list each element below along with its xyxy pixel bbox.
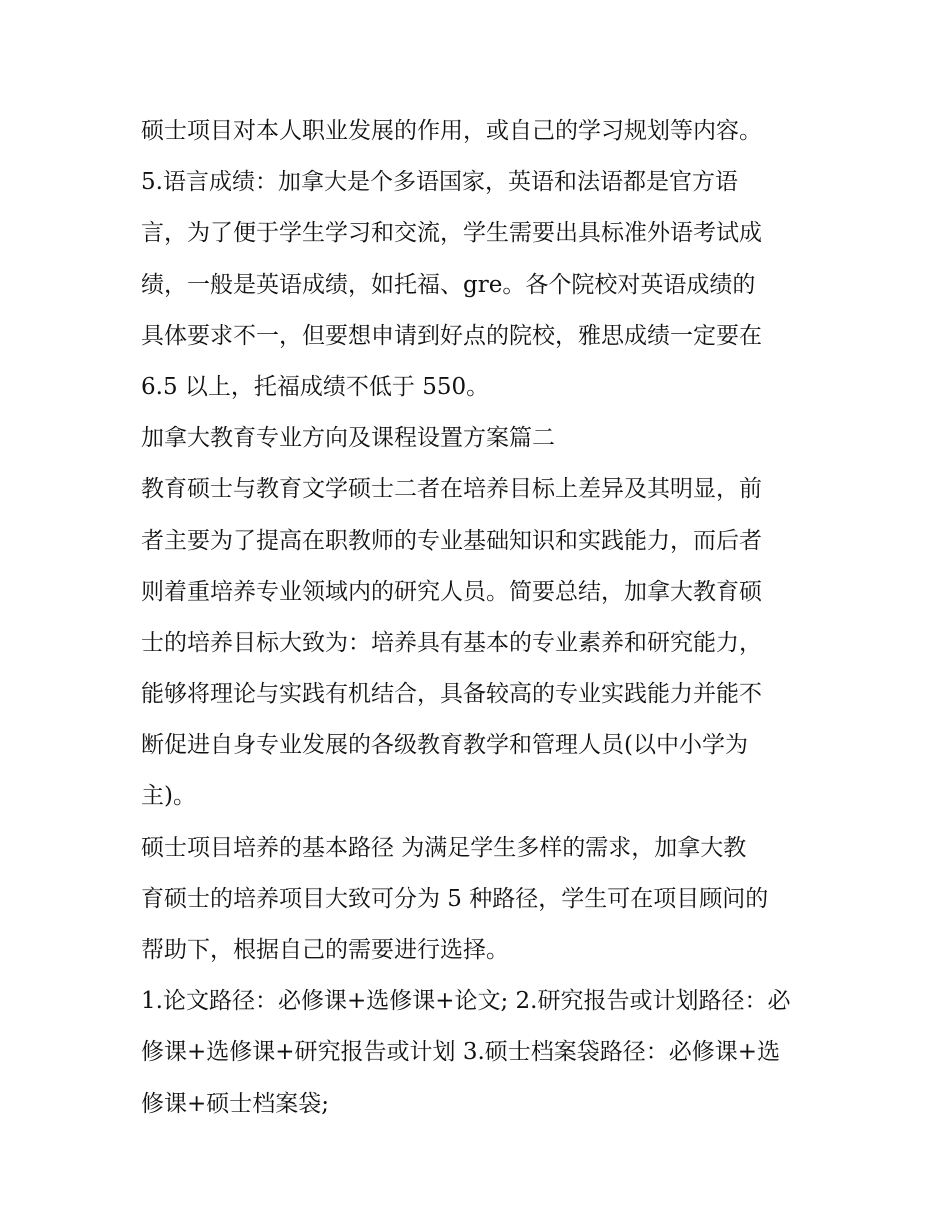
text-line: 硕士项目对本人职业发展的作用，或自己的学习规划等内容。 bbox=[141, 118, 762, 144]
text-line: 5.语言成绩：加拿大是个多语国家，英语和法语都是官方语 bbox=[141, 169, 738, 196]
text-line: 士的培养目标大致为：培养具有基本的专业素养和研究能力， bbox=[141, 629, 762, 656]
text-line: 帮助下，根据自己的需要进行选择。 bbox=[141, 937, 509, 963]
document-body bbox=[141, 106, 816, 1130]
text-line: 则着重培养专业领域内的研究人员。简要总结，加拿大教育硕 bbox=[141, 578, 762, 605]
text-line: 言，为了便于学生学习和交流，学生需要出具标准外语考试成 bbox=[141, 220, 762, 247]
text-line: 者主要为了提高在职教师的专业基础知识和实践能力，而后者 bbox=[141, 527, 762, 554]
text-line: 具体要求不一，但要想申请到好点的院校，雅思成绩一定要在 bbox=[141, 322, 762, 349]
text-line: 绩，一般是英语成绩，如托福、gre。各个院校对英语成绩的 bbox=[141, 271, 756, 298]
text-line: 能够将理论与实践有机结合，具备较高的专业实践能力并能不 bbox=[141, 681, 762, 708]
text-line: 断促进自身专业发展的各级教育教学和管理人员(以中小学为 bbox=[141, 732, 748, 759]
text-line: 育硕士的培养项目大致可分为 5 种路径，学生可在项目顾问的 bbox=[141, 885, 769, 912]
text-line: 修课+选修课+研究报告或计划 3.硕士档案袋路径：必修课+选 bbox=[141, 1039, 781, 1066]
text-line: 教育硕士与教育文学硕士二者在培养目标上差异及其明显，前 bbox=[141, 476, 762, 503]
section-heading: 加拿大教育专业方向及课程设置方案篇二 bbox=[141, 425, 555, 452]
text-line: 6.5 以上，托福成绩不低于 550。 bbox=[141, 373, 490, 400]
text-line: 1.论文路径：必修课+选修课+论文; 2.研究报告或计划路径：必 bbox=[141, 988, 791, 1015]
text-line: 修课+硕士档案袋; bbox=[141, 1090, 330, 1117]
text-line: 硕士项目培养的基本路径 为满足学生多样的需求，加拿大教 bbox=[141, 834, 747, 861]
text-line: 主)。 bbox=[141, 783, 196, 810]
